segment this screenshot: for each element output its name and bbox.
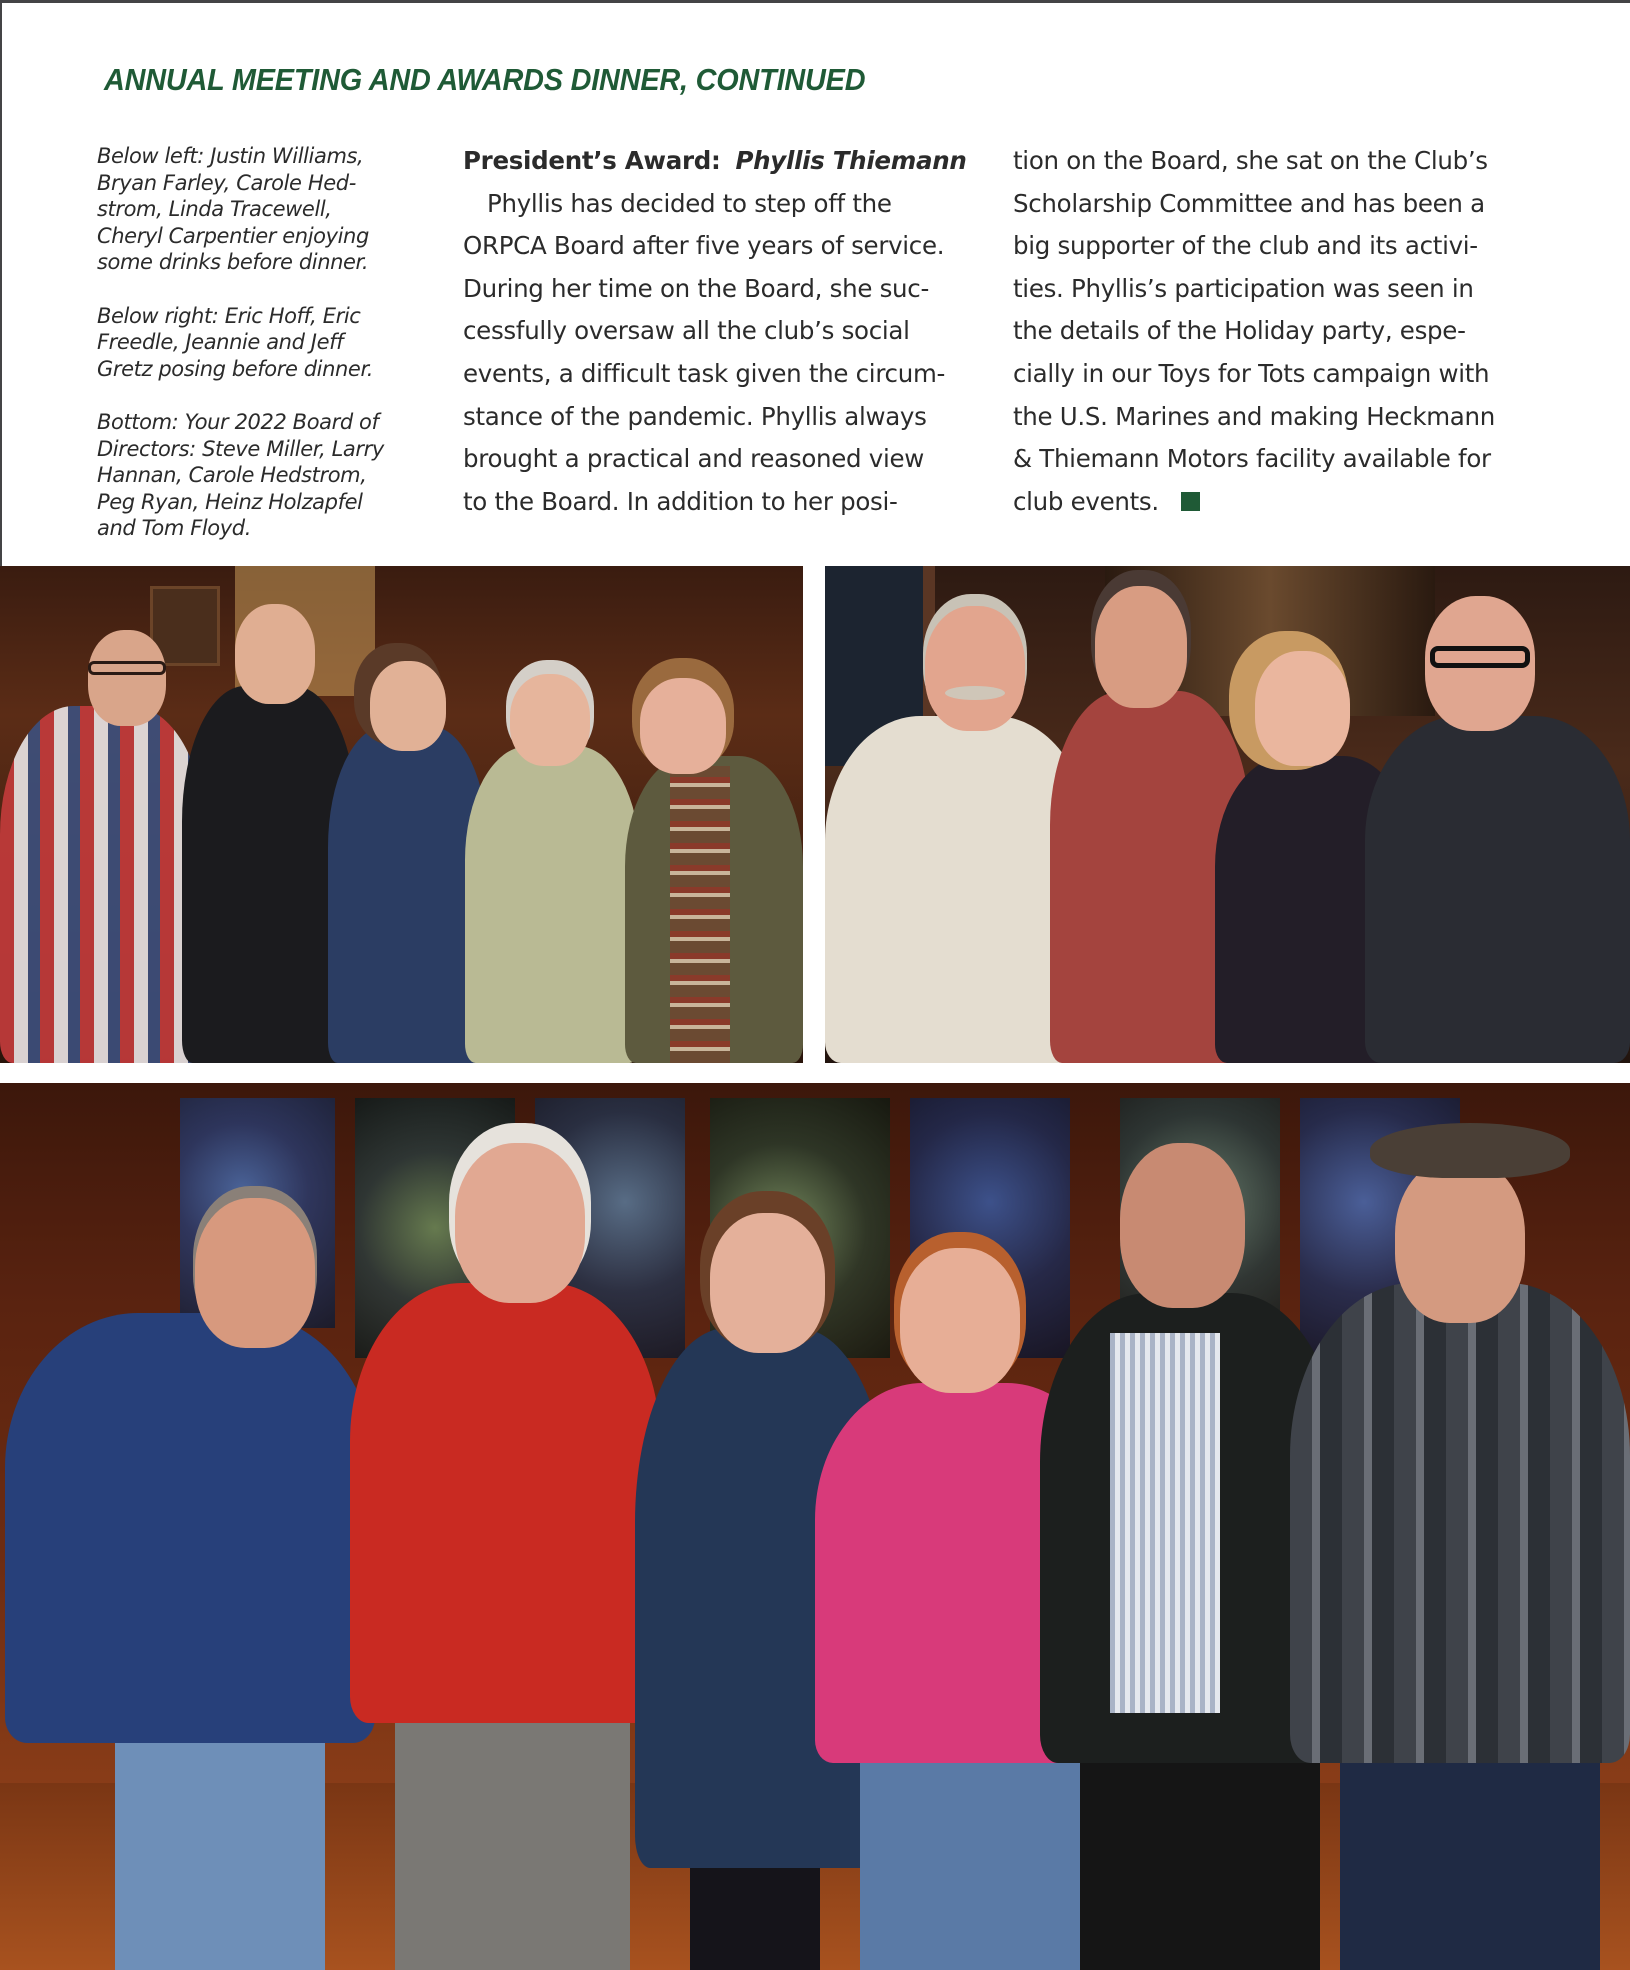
- body-line-final: club events.: [1013, 481, 1533, 524]
- body-line: cessfully oversaw all the club’s social: [463, 316, 910, 346]
- body-line: brought a practical and reasoned view: [463, 444, 924, 474]
- body-line: stance of the pandemic. Phyllis always: [463, 401, 927, 431]
- body-line: Scholarship Committee and has been a: [1013, 188, 1485, 218]
- caption-bottom: Bottom: Your 2022 Board of Directors: Steve Miller, Larry Hannan, Carole Hedstrom, Peg Ryan, Heinz Holzapfel and Tom Floyd.: [97, 409, 384, 541]
- photo-below-left: [0, 566, 803, 1063]
- award-recipient: Phyllis Thiemann: [735, 146, 967, 175]
- body-line: ORPCA Board after five years of service.: [463, 231, 945, 261]
- section-heading: ANNUAL MEETING AND AWARDS DINNER, CONTINUED: [104, 62, 866, 97]
- caption-below-right: Below right: Eric Hoff, Eric Freedle, Jeannie and Jeff Gretz posing before dinner.: [97, 303, 374, 381]
- end-of-article-square-icon: [1181, 492, 1200, 511]
- article-column-2: [1013, 140, 1533, 523]
- body-line: big supporter of the club and its activi-: [1013, 231, 1478, 261]
- photo-below-right: [825, 566, 1630, 1063]
- article-column-1: [463, 140, 983, 523]
- caption-below-left: Below left: Justin Williams, Bryan Farley, Carole Hed- strom, Linda Tracewell, Cheryl Carpentier enjoying some drinks before dinner.: [97, 144, 369, 275]
- body-line: the details of the Holiday party, espe-: [1013, 316, 1466, 346]
- award-label: President’s Award:: [463, 146, 721, 175]
- body-line: to the Board. In addition to her posi-: [463, 486, 898, 516]
- body-line: Phyllis has decided to step off the: [487, 188, 892, 218]
- page-top-border: [0, 0, 1630, 3]
- body-line: & Thiemann Motors facility available for: [1013, 444, 1491, 474]
- body-line: tion on the Board, she sat on the Club’s: [1013, 146, 1488, 175]
- body-line: ties. Phyllis’s participation was seen in: [1013, 273, 1474, 303]
- body-line: cially in our Toys for Tots campaign with: [1013, 358, 1490, 388]
- body-line: the U.S. Marines and making Heckmann: [1013, 401, 1495, 431]
- page-left-border: [0, 0, 2, 566]
- body-line: events, a difficult task given the circum-: [463, 358, 946, 388]
- photo-captions: [97, 143, 427, 542]
- photo-board-of-directors: [0, 1083, 1630, 1970]
- award-heading: [463, 140, 983, 183]
- body-line: During her time on the Board, she suc-: [463, 273, 929, 303]
